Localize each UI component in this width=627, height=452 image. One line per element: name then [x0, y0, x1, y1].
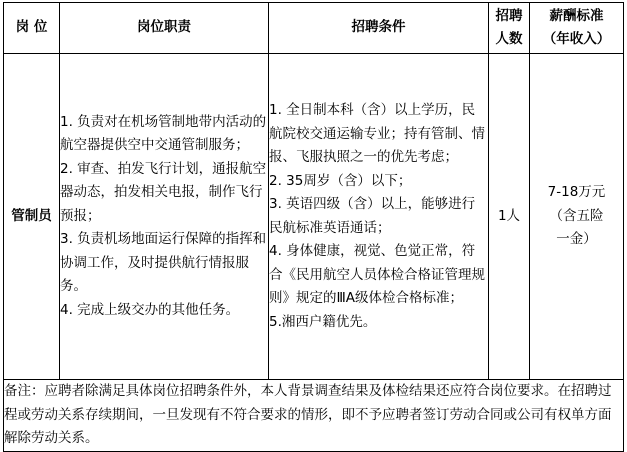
duty-item: 4. 完成上级交办的其他任务。: [60, 301, 240, 318]
duty-item: 1. 负责对在机场管制地带内活动的航空器提供空中交通管制服务；: [60, 113, 267, 154]
header-row: [4, 3, 624, 54]
header-salary-line1: 薪酬标准: [549, 7, 604, 24]
salary-cell: [530, 54, 624, 380]
salary-line1: 7-18万元: [547, 184, 606, 201]
requirements-cell: [269, 54, 489, 380]
header-salary: [530, 3, 624, 54]
requirement-item: 2. 35周岁（含）以下；: [269, 172, 412, 189]
table-row: [4, 54, 624, 380]
requirement-item: 5.湘西户籍优先。: [269, 313, 377, 330]
requirement-item: 3. 英语四级（含）以上，能够进行民航标准英语通话；: [269, 196, 476, 236]
note-text: 备注：应聘者除满足具体岗位招聘条件外，本人背景调查结果及体检结果还应符合岗位要求。在招聘过程或劳动关系存续期间，一旦发现有不符合要求的情形，即不予应聘者签订劳动合同或公司有权单方面解除劳动关系。: [4, 380, 624, 452]
header-count-line2: 人数: [495, 31, 523, 47]
duty-item: 2. 审查、拍发飞行计划，通报航空器动态，拍发相关电报，制作飞行预报；: [60, 160, 267, 224]
count-cell: 1人: [489, 54, 530, 380]
duty-item: 3. 负责机场地面运行保障的指挥和协调工作，及时提供航行情报服务。: [60, 231, 267, 295]
header-count: [489, 3, 530, 54]
header-position: 岗 位: [4, 3, 60, 54]
position-cell: 管制员: [4, 54, 60, 380]
header-duties: 岗位职责: [60, 3, 269, 54]
salary-line2: （含五险: [549, 207, 604, 224]
header-requirements: 招聘条件: [269, 3, 489, 54]
header-salary-line2: （年收入）: [542, 31, 611, 47]
requirement-item: 4. 身体健康，视觉、色觉正常，符合《民用航空人员体检合格证管理规则》规定的ⅢA级体检合格标准；: [269, 243, 485, 306]
duties-cell: [60, 54, 269, 380]
salary-line3: 一金）: [556, 231, 597, 248]
header-count-line1: 招聘: [495, 7, 523, 24]
note-row: [4, 380, 624, 452]
recruitment-table: [3, 2, 624, 452]
requirement-item: 1. 全日制本科（含）以上学历，民航院校交通运输专业；持有管制、情报、飞服执照之一的优先考虑；: [269, 102, 485, 165]
